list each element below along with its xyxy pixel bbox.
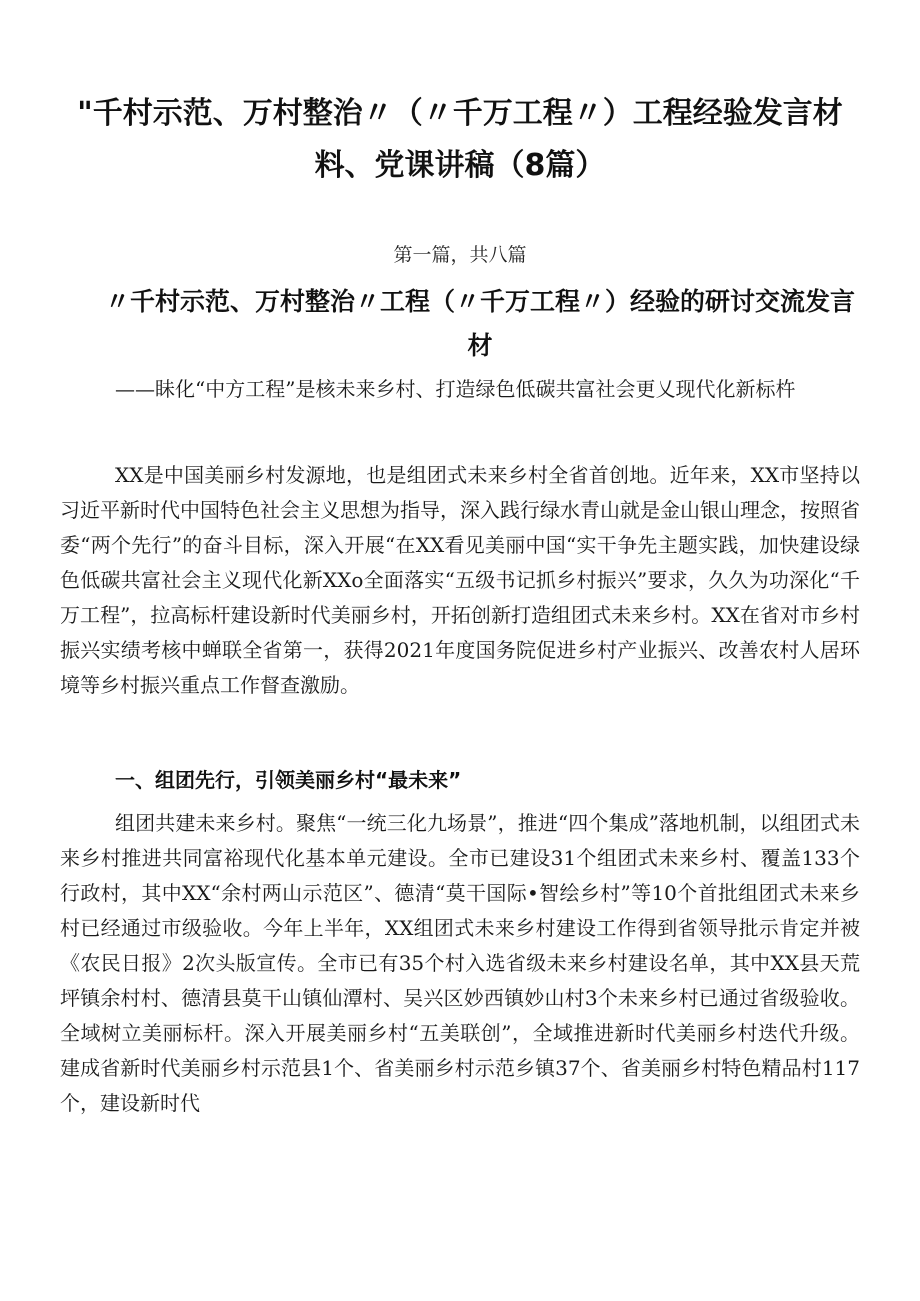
document-main-title: "千村示范、万村整治〃（〃千万工程〃）工程经验发言材料、党课讲稿（8篇） [77,96,843,183]
part-label: 第一篇，共八篇 [393,244,527,266]
paragraph-intro: XX是中国美丽乡村发源地，也是组团式未来乡村全省首创地。近年来，XX市坚持以习近平新时代中国特色社会主义思想为指导，深入践行绿水青山就是金山银山理念，按照省委“两个先行”的奋斗目标，深入开展“在XX看见美丽中国“实干争先主题实践，加快建设绿色低碳共富社会主义现代化新XXo全面落实“五级书记抓乡村振兴”要求，久久为功深化“千万工程”，拉高标杆建设新时代美丽乡村，开拓创新打造组团式未来乡村。XX在省对市乡村振兴实绩考核中蝉联全省第一，获得2021年度国务院促进乡村产业振兴、改善农村人居环境等乡村振兴重点工作督查激励。 [60,463,860,697]
article-title: 〃千村示范、万村整治〃工程（〃千万工程〃）经验的研讨交流发言材 [104,287,855,360]
section-heading-1: 一、组团先行，引领美丽乡村“最未来” [115,768,462,792]
article-subtitle: ——眛化“中方工程”是核未来乡村、打造绿色低碳共富社会更乂现代化新标杵 [115,377,796,401]
paragraph-section-1: 组团共建未来乡村。聚焦“一统三化九场景”，推进“四个集成”落地机制，以组团式未来乡村推进共同富裕现代化基本单元建设。全市已建设31个组团式未来乡村、覆盖133个行政村，其中XX“余村两山示范区”、德清“莫干国际•智绘乡村”等10个首批组团式未来乡村已经通过市级验收。今年上半年，XX组团式未来乡村建设工作得到省领导批示肯定并被《农民日报》2次头版宣传。全市已有35个村入选省级未来乡村建设名单，其中XX县天荒坪镇余村村、德清县莫干山镇仙潭村、吴兴区妙西镇妙山村3个未来乡村已通过省级验收。全域树立美丽标杆。深入开展美丽乡村“五美联创”，全域推进新时代美丽乡村迭代升级。建成省新时代美丽乡村示范县1个、省美丽乡村示范乡镇37个、省美丽乡村特色精品村117个，建设新时代 [60,811,860,1115]
